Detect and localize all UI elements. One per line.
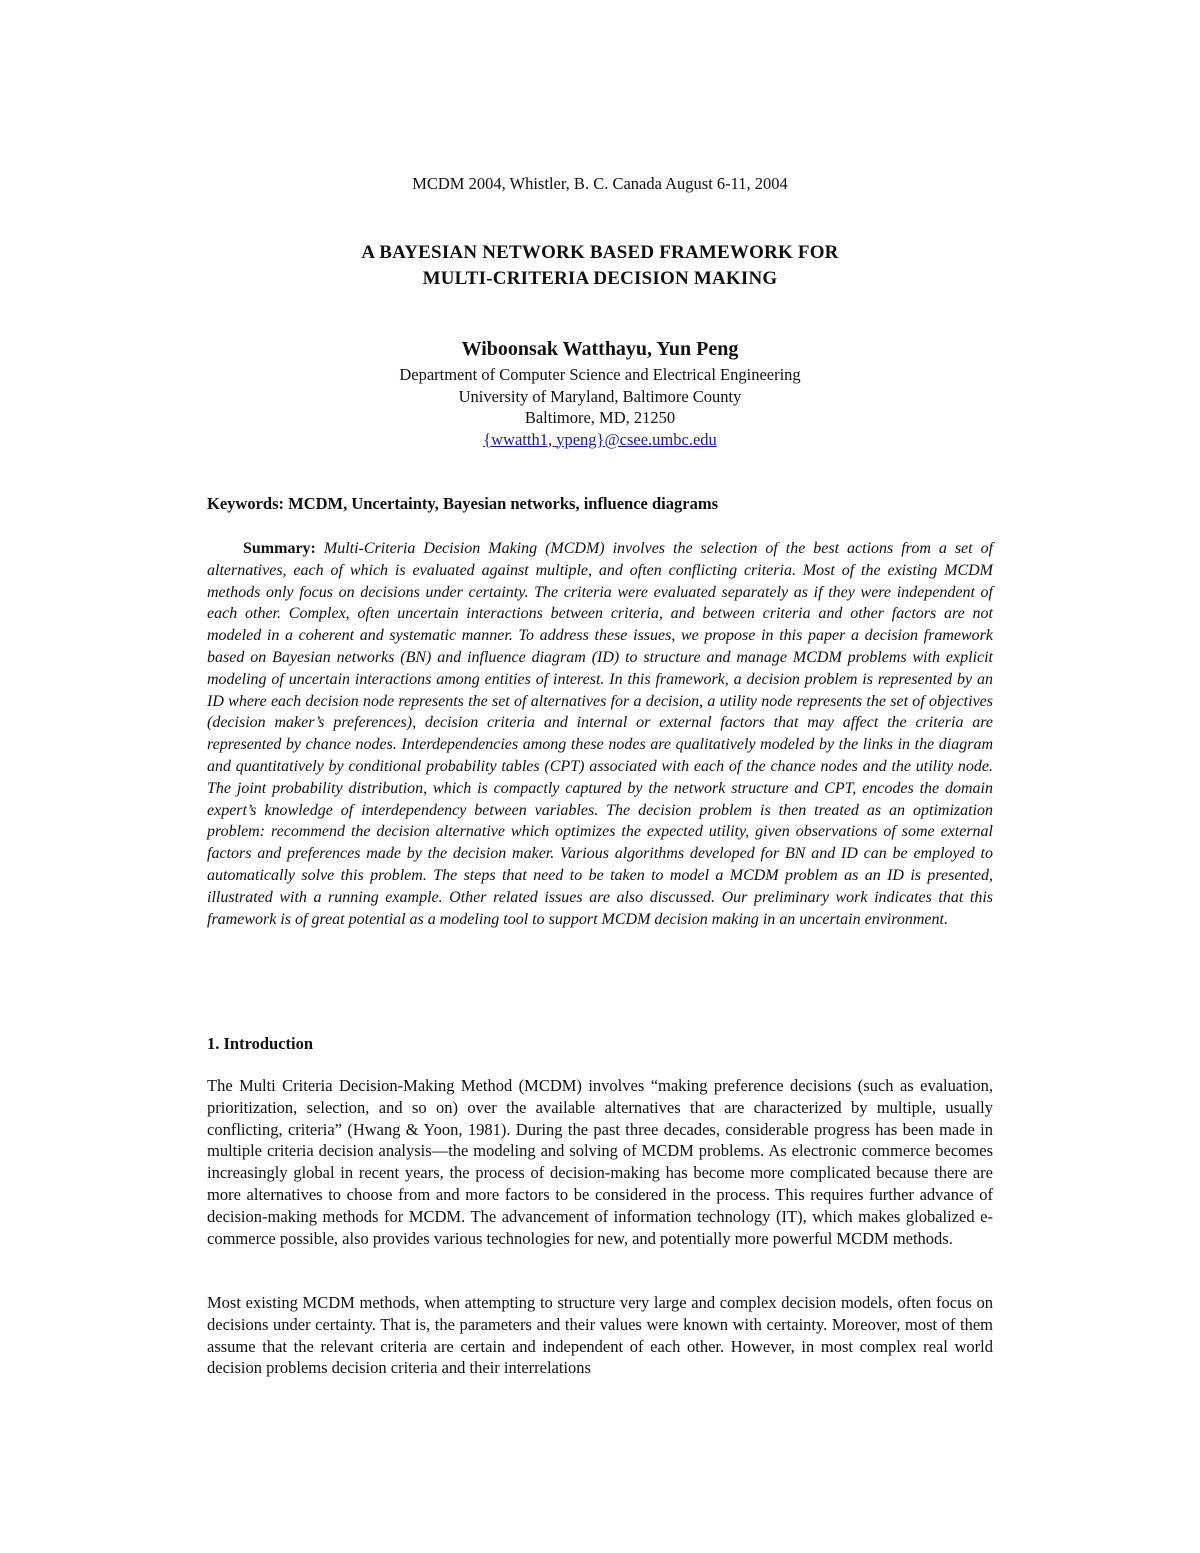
conference-header: MCDM 2004, Whistler, B. C. Canada August 6-11, 2004 xyxy=(412,174,788,193)
address: Baltimore, MD, 21250 xyxy=(524,408,676,427)
intro-paragraph-2: Most existing MCDM methods, when attempting to structure very large and complex decision models, often focus on decisions under certainty. That is, the parameters and their values were known with certainty. Moreover, most of them assume that the relevant criteria are certain and independent of each other. However, in most complex real world decision problems decision criteria and their interrelations xyxy=(207,1293,993,1378)
author-names: Wiboonsak Watthayu, Yun Peng xyxy=(461,338,739,360)
department: Department of Computer Science and Electrical Engineering xyxy=(399,365,801,384)
keywords: Keywords: MCDM, Uncertainty, Bayesian networks, influence diagrams xyxy=(207,494,719,513)
email-link[interactable]: {wwatth1, ypeng}@csee.umbc.edu xyxy=(483,429,717,449)
title-line-1: A BAYESIAN NETWORK BASED FRAMEWORK FOR xyxy=(361,242,839,263)
paper-title xyxy=(0,240,1200,292)
summary-label: Summary: xyxy=(243,540,316,557)
section-heading-introduction: 1. Introduction xyxy=(207,1034,314,1053)
university: University of Maryland, Baltimore County xyxy=(458,386,742,406)
title-line-2: MULTI-CRITERIA DECISION MAKING xyxy=(422,268,778,289)
affiliation-block xyxy=(0,364,1200,450)
summary-text: Multi-Criteria Decision Making (MCDM) involves the selection of the best actions from a set of alternatives, each of which is evaluated against multiple, and often conflicting criteria. Most of the existing MCDM methods only focus on decisions under certainty. The criteria were evaluated separately as if they were independent of each other. Complex, often uncertain interactions between criteria, and between criteria and other factors are not modeled in a coherent and systematic manner. To address these issues, we propose in this paper a decision framework based on Bayesian networks (BN) and influence diagram (ID) to structure and manage MCDM problems with explicit modeling of uncertain interactions among entities of interest. In this framework, a decision problem is represented by an ID where each decision node represents the set of alternatives for a decision, a utility node represents the set of objectives (decision maker’s preferences), decision criteria and internal or external factors that may affect the criteria are represented by chance nodes. Interdependencies among these nodes are qualitatively modeled by the links in the diagram and quantitatively by conditional probability tables (CPT) associated with each of the chance nodes and the utility node. The joint probability distribution, which is compactly captured by the network structure and CPT, encodes the domain expert’s knowledge of interdependency between variables. The decision problem is then treated as an optimization problem: recommend the decision alternative which optimizes the expected utility, given observations of some external factors and preferences made by the decision maker. Various algorithms developed for BN and ID can be employed to automatically solve this problem. The steps that need to be taken to model a MCDM problem as an ID is presented, illustrated with a running example. Other related issues are also discussed. Our preliminary work indicates that this framework is of great potential as a modeling tool to support MCDM decision making in an uncertain environment. xyxy=(207,540,994,928)
intro-paragraph-1: The Multi Criteria Decision-Making Method (MCDM) involves “making preference decisions (such as evaluation, prioritization, selection, and so on) over the available alternatives that are characterized by multiple, usually conflicting, criteria” (Hwang & Yoon, 1981). During the past three decades, considerable progress has been made in multiple criteria decision analysis—the modeling and solving of MCDM problems. As electronic commerce becomes increasingly global in recent years, the process of decision-making has become more complicated because there are more alternatives to choose from and more factors to be considered in the process. This requires further advance of decision-making methods for MCDM. The advancement of information technology (IT), which makes globalized e-commerce possible, also provides various technologies for new, and potentially more powerful MCDM methods. xyxy=(207,1076,993,1248)
summary-abstract xyxy=(207,538,993,930)
